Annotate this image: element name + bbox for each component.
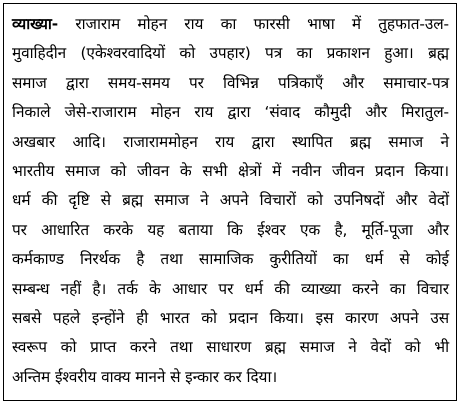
text-line-13: अन्तिम ईश्वरीय वाक्य मानने से इन्कार कर दिया। [12,367,278,386]
text-line-9: कर्मकाण्ड निरर्थक है तथा सामाजिक कुरीतियों का धर्म से कोई [12,250,449,269]
text-line-12: स्वरूप को प्राप्त करने तथा साधारण ब्रह्म समाज ने वेदों को भी [12,338,449,357]
explanation-box [3,3,457,401]
text-line-6: भारतीय समाज को जीवन के सभी क्षेत्रों में नवीन जीवन प्रदान किया। [12,161,449,180]
text-line-5: अखबार आदि। राजाराममोहन राय द्वारा स्थापित ब्रह्म समाज ने [12,132,449,151]
text-line-7: धर्म की दृष्टि से ब्रह्म समाज ने अपने विचारों को उपनिषदों और वेदों [12,191,449,210]
heading-label: व्याख्या- [12,15,59,33]
text-line-10: सम्बन्ध नहीं है। तर्क के आधार पर धर्म की व्याख्या करने का विचार [12,279,449,298]
text-line-2: मुवाहिदीन (एकेश्वरवादियों को उपहार) पत्र का प्रकाशन हुआ। ब्रह्म [12,44,449,63]
text-line-8: पर आधारित करके यह बताया कि ईश्वर एक है, मूर्ति-पूजा और [12,220,449,239]
text-line-4: निकाले जेसे-राजाराम मोहन राय द्वारा ‘संवाद कौमुदी और मिरातुल- [12,103,449,122]
text-line-3: समाज द्वारा समय-समय पर विभिन्न पत्रिकाएँ और समाचार-पत्र [12,73,449,92]
line-1-text: राजाराम मोहन राय का फारसी भाषा में तुहफात-उल- [75,15,449,33]
text-line-1 [12,10,449,39]
text-line-11: सबसे पहले इन्होंने ही भारत को प्रदान किया। इस कारण अपने उस [12,308,449,327]
